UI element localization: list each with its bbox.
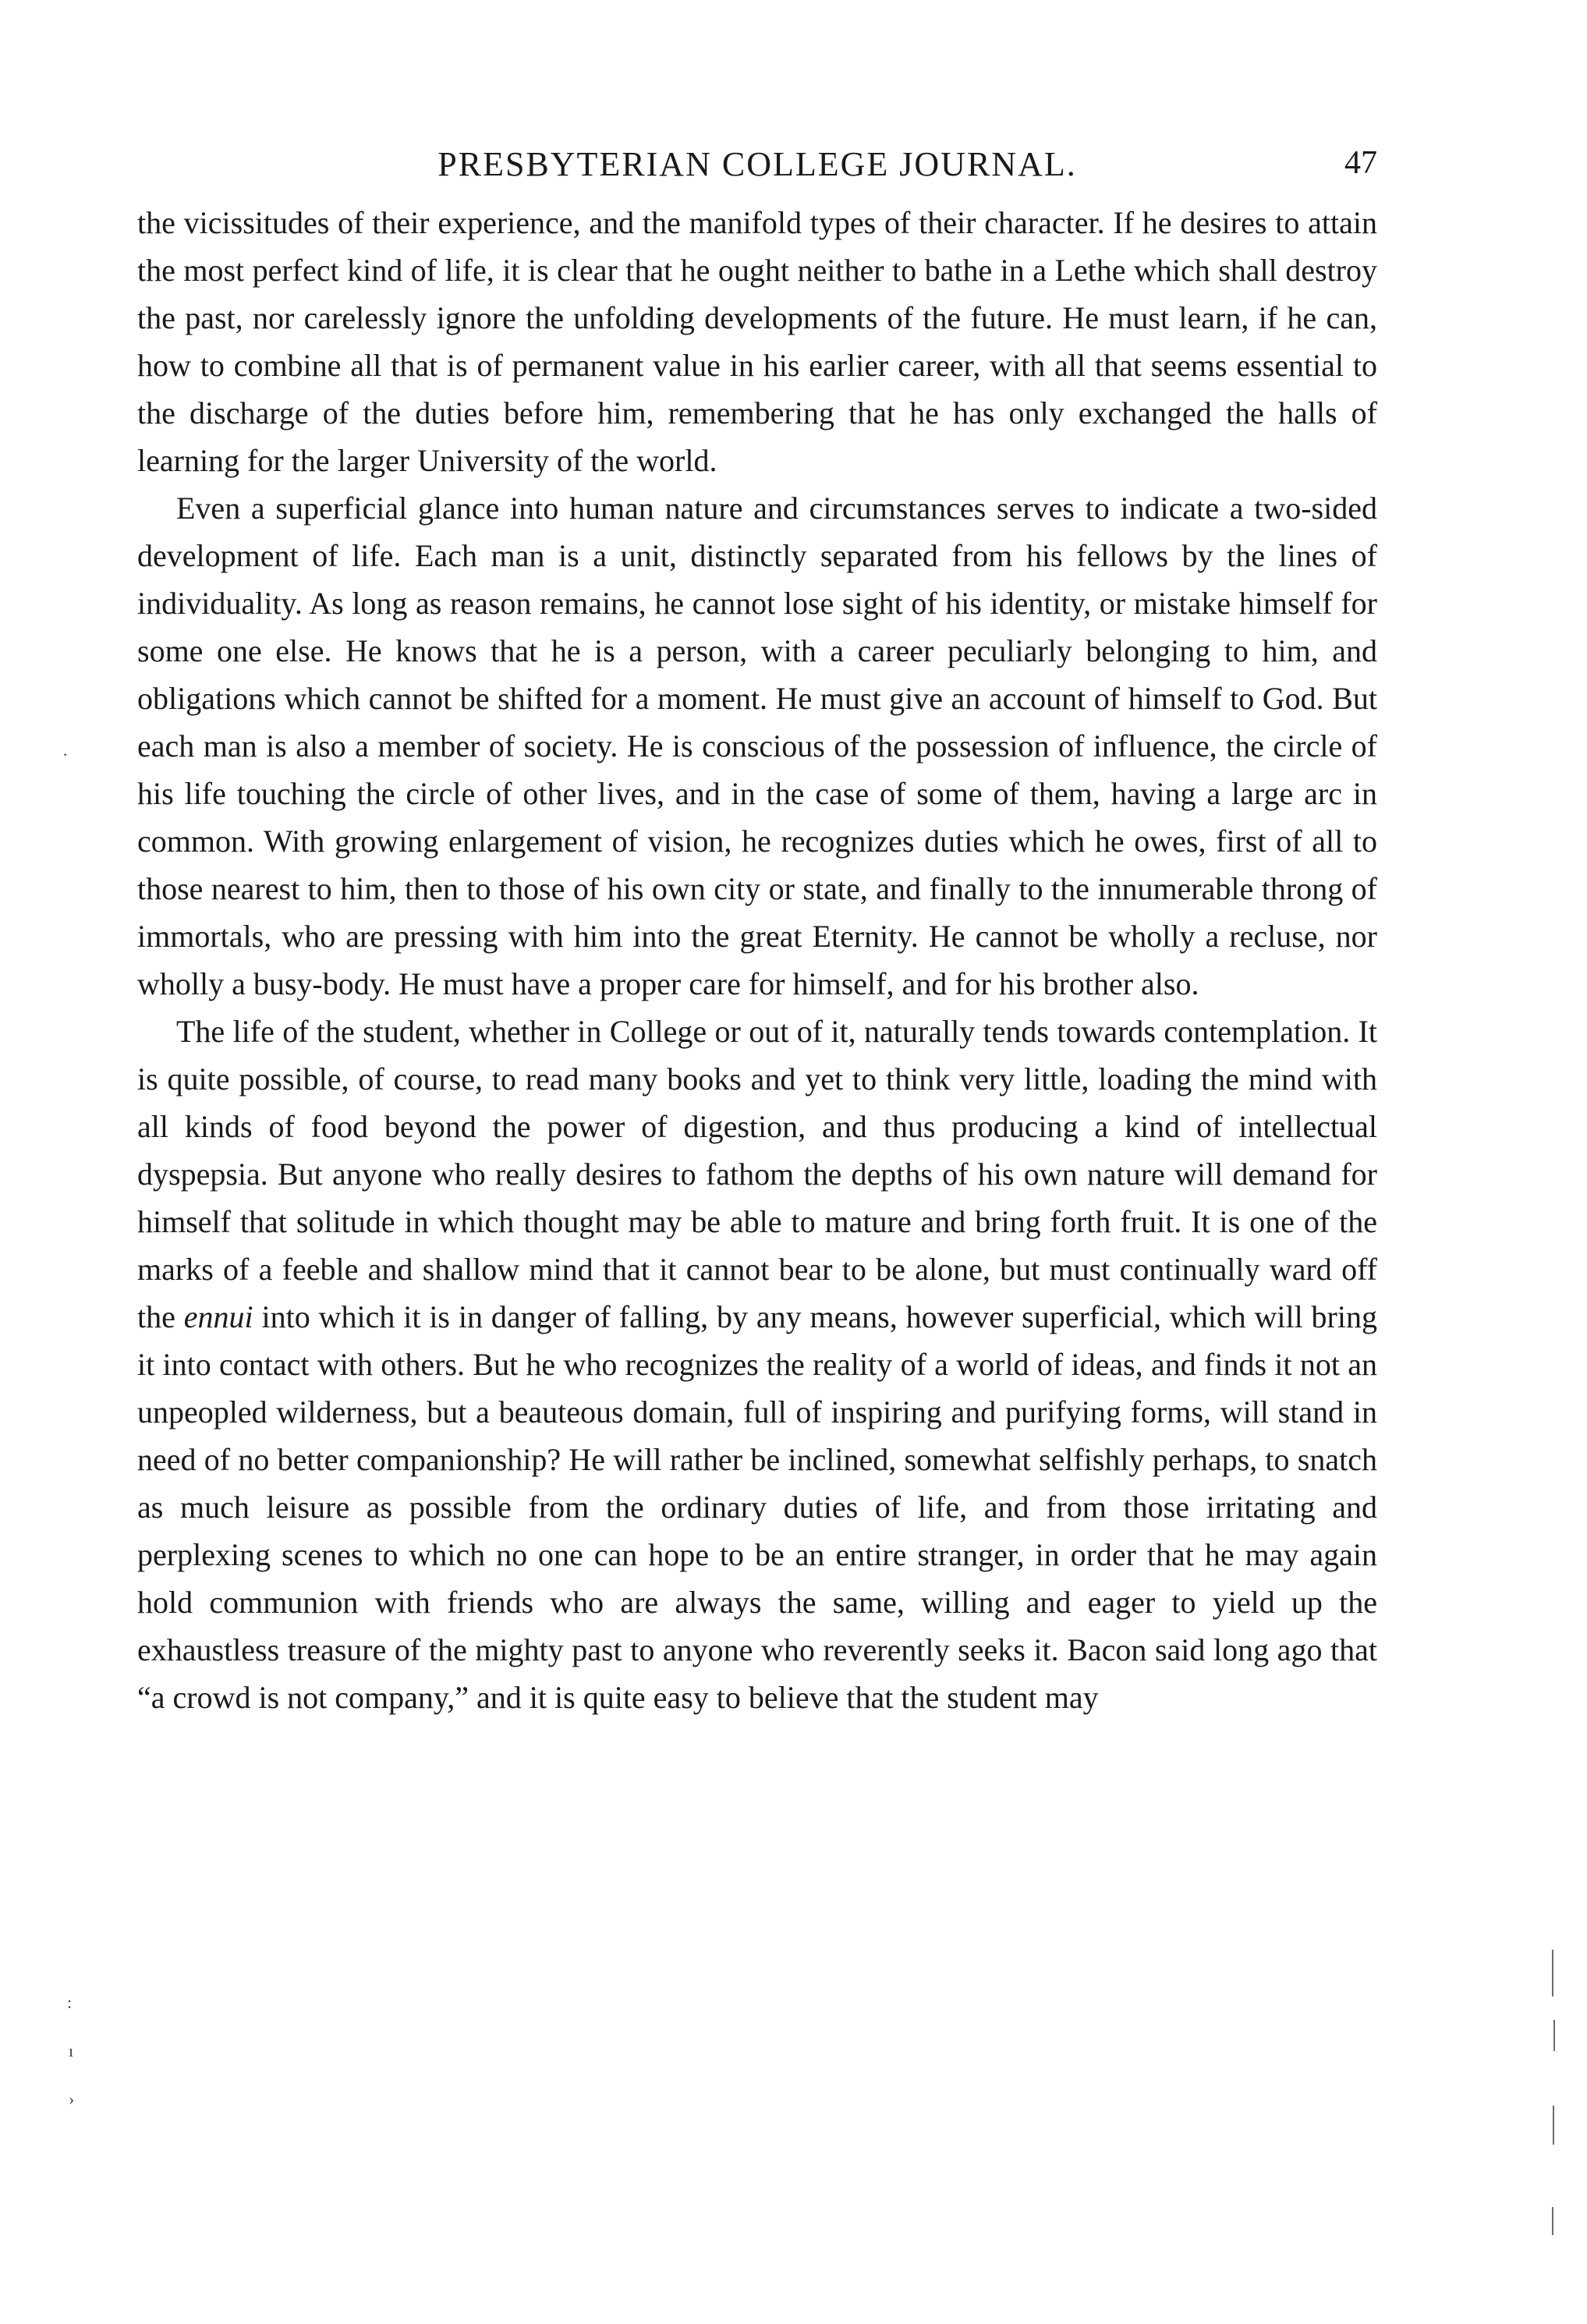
paragraph-2: Even a superficial glance into human nature and circumstances serves to indicate a two-sided development of life. Each man is a unit, distinctly separated from his fellows by the lines of individuality. As long as reason remains, he cannot lose sight of his identity, or mistake himself for some one else. He knows that he is a person, with a career peculiarly belonging to him, and obligations which cannot be shifted for a moment. He must give an account of himself to God. But each man is also a member of society. He is conscious of the possession of influence, the circle of his life touching the circle of other lives, and in the case of some of them, having a large arc in common. With growing enlargement of vision, he recognizes duties which he owes, first of all to those nearest to him, then to those of his own city or state, and finally to the innumerable throng of immortals, who are pressing with him into the great Eternity. He cannot be wholly a recluse, nor wholly a busy-body. He must have a proper care for himself, and for his brother also.: [137, 491, 1377, 1001]
margin-dot: ·: [62, 745, 69, 764]
journal-page: [137, 144, 1377, 1721]
gutter-mark: [1553, 2106, 1554, 2145]
margin-dot: ›: [69, 2089, 75, 2109]
gutter-mark: [1552, 1950, 1553, 1996]
italic-term: ennui: [183, 1299, 253, 1334]
gutter-mark: [1552, 2207, 1553, 2235]
paragraph-1: the vicissitudes of their experience, and the manifold types of their character. If he desires to attain the most perfect kind of life, it is clear that he ought neither to bathe in a Lethe which shall destroy the past, nor carelessly ignore the unfolding developments of the future. He must learn, if he can, how to combine all that is of permanent value in his earlier career, with all that seems essential to the discharge of the duties before him, remembering that he has only exchanged the halls of learning for the larger University of the world.: [137, 205, 1377, 478]
gutter-mark: [1553, 2020, 1555, 2051]
paragraph-3-text-after: into which it is in danger of falling, by any means, however superficial, which will bring it into contact with others. But he who recognizes the reality of a world of ideas, and finds it not an unpeopled wilderness, but a beauteous domain, full of inspiring and purifying forms, will stand in need of no better companionship? He will rather be inclined, somewhat selfishly perhaps, to snatch as much leisure as possible from the ordinary duties of life, and from those irritating and perplexing scenes to which no one can hope to be an entire stranger, in order that he may again hold communion with friends who are always the same, willing and eager to yield up the exhaustless treasure of the mighty past to anyone who reverently seeks it. Bacon said long ago that “a crowd is not company,” and it is quite easy to believe that the student may: [137, 1299, 1377, 1715]
paragraph-3: [137, 1008, 1377, 1721]
body-text: [137, 199, 1377, 1721]
journal-title: PRESBYTERIAN COLLEGE JOURNAL.: [437, 145, 1077, 183]
running-head: [137, 144, 1377, 199]
paragraph-3-text-before: The life of the student, whether in College or out of it, naturally tends towards contemplation. It is quite possible, of course, to read many books and yet to think very little, loading the mind with all kinds of food beyond the power of digestion, and thus producing a kind of intellectual dyspepsia. But anyone who really desires to fathom the depths of his own nature will demand for himself that solitude in which thought may be able to mature and bring forth fruit. It is one of the marks of a feeble and shallow mind that it cannot bear to be alone, but must continually ward off the: [137, 1014, 1377, 1334]
page-number: 47: [1344, 145, 1377, 181]
margin-dot: ı: [69, 2041, 74, 2060]
margin-dot: :: [67, 1993, 73, 2012]
